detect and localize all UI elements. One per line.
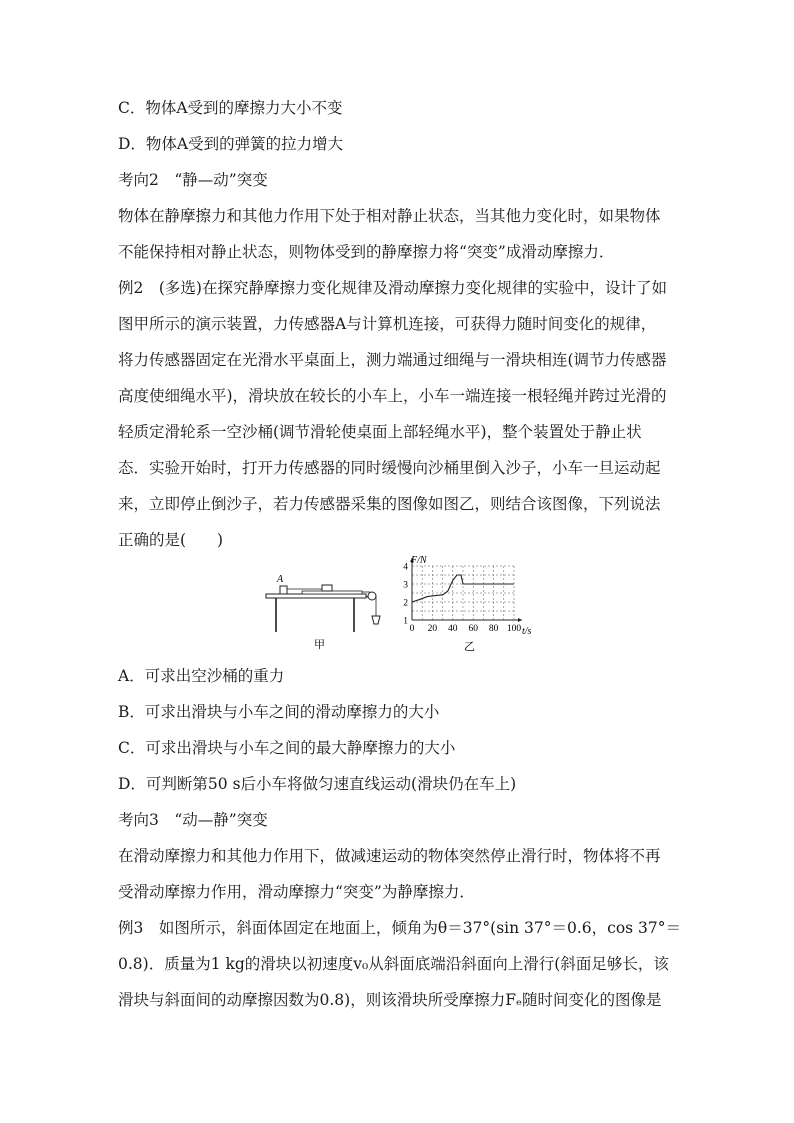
y-tick-label: 1	[403, 616, 408, 627]
example-2-line: 来，立即停止倒沙子，若力传感器采集的图像如图乙，则结合该图像，下列说法	[118, 495, 661, 513]
x-tick-label: 80	[488, 624, 499, 634]
example-2-line: 轻质定滑轮系一空沙桶(调节滑轮使桌面上部轻绳水平)，整个装置处于静止状	[118, 423, 642, 441]
figure-yi-caption: 乙	[464, 641, 475, 653]
example-2-line: 图甲所示的演示装置，力传感器A与计算机连接，可获得力随时间变化的规律，	[118, 315, 657, 333]
section-heading-2: 考向2 “静—动”突变	[118, 171, 268, 189]
paragraph-line: 在滑动摩擦力和其他力作用下，做减速运动的物体突然停止滑行时，物体将不再	[118, 847, 661, 865]
sensor-label: A	[277, 574, 284, 585]
option-b: B．可求出滑块与小车之间的滑动摩擦力的大小	[118, 703, 440, 721]
option-c-prev: C．物体A受到的摩擦力大小不变	[118, 99, 343, 117]
x-tick-label: 40	[448, 624, 458, 634]
section-heading-3: 考向3 “动—静”突变	[118, 811, 268, 829]
example-3-line: 例3 如图所示，斜面体固定在地面上，倾角为θ＝37°(sin 37°＝0.6，cos 37°＝	[118, 919, 682, 937]
example-3-line: 0.8)．质量为1 kg的滑块以初速度v₀从斜面底端沿斜面向上滑行(斜面足够长，该	[118, 955, 669, 973]
paragraph-line: 不能保持相对静止状态，则物体受到的静摩擦力将“突变”成滑动摩擦力．	[118, 243, 615, 261]
x-tick-label: 60	[468, 624, 478, 634]
y-tick-label: 2	[403, 598, 408, 609]
example-2-line: 正确的是( )	[118, 531, 224, 549]
y-tick-label: 3	[403, 580, 408, 591]
figure-jia-caption: 甲	[314, 639, 325, 651]
option-d-prev: D．物体A受到的弹簧的拉力增大	[118, 135, 344, 153]
figure-yi-chart	[396, 552, 546, 658]
y-axis-label: F/N	[411, 555, 427, 566]
y-tick-label: 4	[403, 562, 408, 573]
example-2-line: 将力传感器固定在光滑水平桌面上，测力端通过细绳与一滑块相连(调节力传感器	[118, 351, 667, 369]
sand-bucket-icon	[372, 616, 380, 624]
example-2-line: 高度使细绳水平)，滑块放在较长的小车上，小车一端连接一根轻绳并跨过光滑的	[118, 387, 667, 405]
example-2-line: 例2 (多选)在探究静摩擦力变化规律及滑动摩擦力变化规律的实验中，设计了如	[118, 279, 667, 297]
paragraph-line: 受滑动摩擦力作用，滑动摩擦力“突变”为静摩擦力．	[118, 883, 475, 901]
pulley-icon	[368, 592, 376, 600]
example-3-line: 滑块与斜面间的动摩擦因数为0.8)，则该滑块所受摩擦力Fₑ随时间变化的图像是	[118, 991, 662, 1009]
option-a: A．可求出空沙桶的重力	[118, 667, 285, 685]
x-tick-label: 100	[506, 624, 522, 634]
option-c: C．可求出滑块与小车之间的最大静摩擦力的大小	[118, 739, 456, 757]
example-2-line: 态．实验开始时，打开力传感器的同时缓慢向沙桶里倒入沙子，小车一旦运动起	[118, 459, 661, 477]
figure-jia-apparatus	[262, 566, 384, 658]
paragraph-line: 物体在静摩擦力和其他力作用下处于相对静止状态，当其他力变化时，如果物体	[118, 207, 661, 225]
x-axis-arrow-icon	[518, 618, 522, 622]
x-axis-label: t/s	[522, 626, 532, 637]
x-tick-label: 20	[427, 624, 438, 634]
x-tick-label: 0	[409, 624, 415, 634]
option-d: D．可判断第50 s后小车将做匀速直线运动(滑块仍在车上)	[118, 775, 517, 793]
